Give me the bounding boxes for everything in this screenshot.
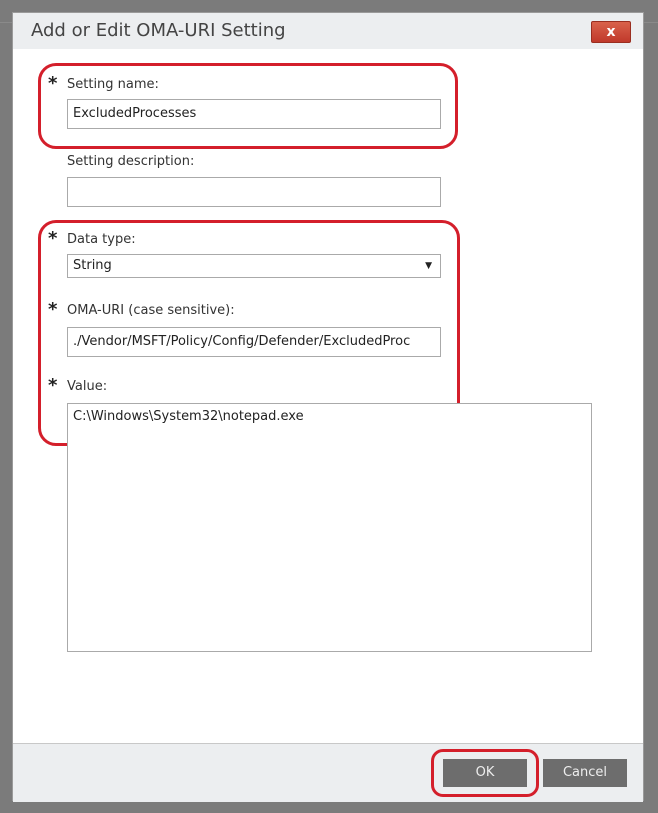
- title-bar: [13, 13, 643, 49]
- setting-description-input[interactable]: [67, 177, 441, 207]
- dialog-title: Add or Edit OMA-URI Setting: [31, 20, 286, 41]
- oma-uri-input[interactable]: ./Vendor/MSFT/Policy/Config/Defender/ExcludedProc: [67, 327, 441, 357]
- setting-description-label: Setting description:: [67, 154, 195, 169]
- dialog-footer: [13, 743, 643, 802]
- required-marker: *: [48, 228, 58, 249]
- data-type-select[interactable]: [67, 254, 441, 278]
- required-marker: *: [48, 375, 58, 396]
- required-marker: *: [48, 73, 58, 94]
- oma-uri-label: OMA-URI (case sensitive):: [67, 303, 235, 318]
- oma-uri-dialog: [12, 12, 644, 801]
- value-label: Value:: [67, 379, 108, 394]
- chevron-down-icon: ▼: [425, 261, 432, 271]
- required-marker: *: [48, 299, 58, 320]
- ok-button[interactable]: OK: [443, 759, 527, 787]
- data-type-label: Data type:: [67, 232, 136, 247]
- data-type-value: String: [73, 258, 112, 273]
- cancel-button[interactable]: Cancel: [543, 759, 627, 787]
- setting-name-input[interactable]: ExcludedProcesses: [67, 99, 441, 129]
- value-textarea[interactable]: C:\Windows\System32\notepad.exe: [67, 403, 592, 652]
- setting-name-label: Setting name:: [67, 77, 159, 92]
- close-button[interactable]: x: [591, 21, 631, 43]
